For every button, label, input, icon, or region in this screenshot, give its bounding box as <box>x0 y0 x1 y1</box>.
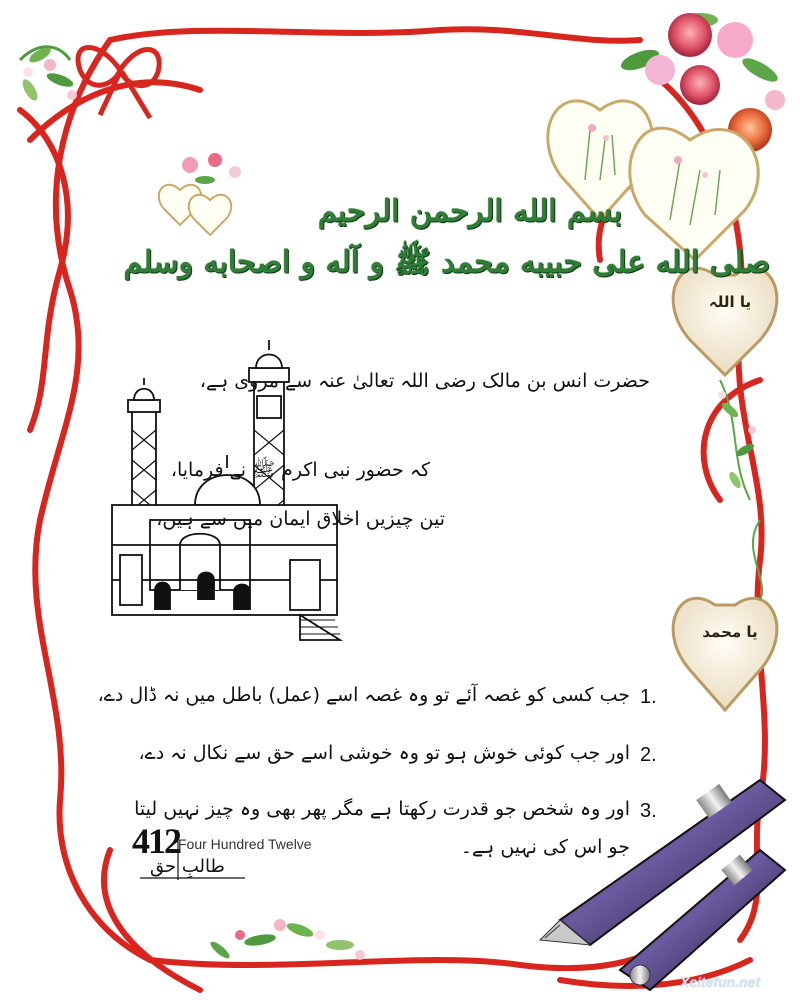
hadith-intro: کہ حضور نبی اکرم ﷺ نے فرمایا، <box>170 459 430 481</box>
heart-ya-allah-label: یا اللہ <box>708 293 752 311</box>
salutation-line: صلی الله علی حبیبه محمد ﷺ و آله و اصحابه وسلم <box>123 245 770 280</box>
point-1-text: جب کسی کو غصہ آئے تو وہ غصہ اسے (عمل) باطل میں نہ ڈال دے، <box>97 684 630 706</box>
flower-cluster-top-left <box>20 45 77 103</box>
heart-ya-muhammad-label: یا محمد <box>702 623 758 641</box>
flower-cluster-bottom <box>208 919 365 961</box>
point-2-number: 2. <box>640 744 657 766</box>
point-1-number: 1. <box>640 686 657 708</box>
heart-ya-allah-text <box>700 293 760 311</box>
signature-name: طالبِ حق <box>150 856 225 877</box>
signature-text: Four Hundred Twelve <box>178 836 312 852</box>
point-2-text: اور جب کوئی خوش ہو تو وہ خوشی اسے حق سے نکال نہ دے، <box>138 742 630 764</box>
point-3-text: اور وہ شخص جو قدرت رکھتا ہے مگر پھر بھی وہ چیز نہیں لیتا <box>134 798 630 820</box>
site-watermark: Xcitefun.net <box>680 974 761 990</box>
hadith-lead: تین چیزیں اخلاق ایمان میں سے ہیں، <box>156 508 445 530</box>
point-3-number: 3. <box>640 800 657 822</box>
signature-number: 412 <box>132 821 180 861</box>
ribbon-bow <box>78 48 159 119</box>
basmala-line: بسم الله الرحمن الرحیم <box>317 194 623 229</box>
hadith-narrator: حضرت انس بن مالک رضی اللہ تعالیٰ عنہ سے مروی ہے، <box>199 370 650 392</box>
heart-ya-muhammad-text <box>700 623 760 641</box>
point-3-continuation: جو اس کی نہیں ہے۔ <box>460 836 630 858</box>
